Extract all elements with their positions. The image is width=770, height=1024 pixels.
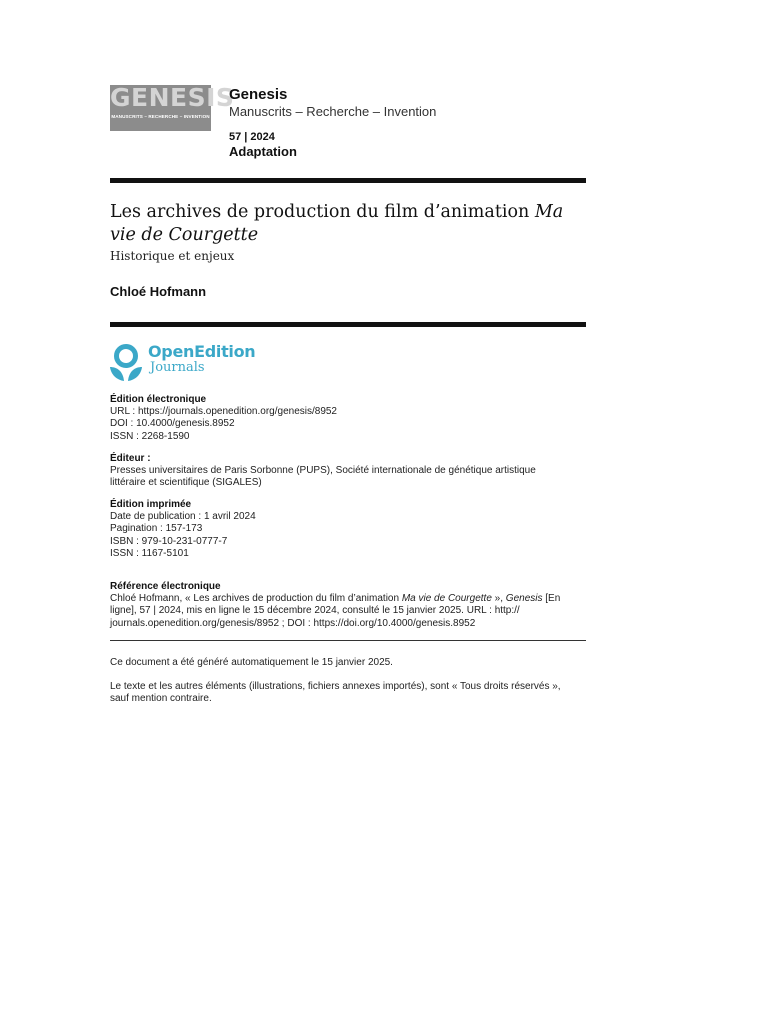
electronic-edition-url[interactable]: URL : https://journals.openedition.org/genesis/8952 [110,406,337,418]
electronic-edition-heading: Édition électronique [110,394,207,405]
journal-title: Genesis [229,86,288,103]
logo-tagline: MANUSCRITS – RECHERCHE – INVENTION [111,114,210,119]
genesis-logo [110,83,235,131]
reference-text: Chloé Hofmann, « Les archives de production du film d’animation [110,593,402,605]
top-divider [110,178,586,183]
middle-divider [110,322,586,327]
publication-date: Date de publication : 1 avril 2024 [110,511,256,523]
article-title-italic-2: vie de Courgette [110,225,259,245]
rights-line: Le texte et les autres éléments (illustrations, fichiers annexes importés), sont « Tous droits réservés », [110,681,561,692]
publisher-line: Presses universitaires de Paris Sorbonne (PUPS), Société internationale de génétique artistique [110,465,536,477]
reference-text: [En [542,593,561,605]
footer-divider [110,640,586,641]
reference-film-title: Ma vie de Courgette [401,593,492,605]
electronic-edition-issn: ISSN : 2268-1590 [110,430,190,442]
publisher-line: littéraire et scientifique (SIGALES) [110,477,262,489]
rights-line: sauf mention contraire. [110,693,212,704]
journal-subtitle: Manuscrits – Recherche – Invention [229,104,437,119]
logo-wordmark: GENESIS [110,83,235,112]
reference-line: ligne], 57 | 2024, mis en ligne le 15 décembre 2024, consulté le 15 janvier 2025. URL : http:// [110,605,520,617]
reference-line-links[interactable]: journals.openedition.org/genesis/8952 ; DOI : https://doi.org/10.4000/genesis.8952 [110,617,476,629]
reference-text: », [491,593,506,605]
print-issn: ISSN : 1167-5101 [110,547,189,559]
isbn: ISBN : 979-10-231-0777-7 [110,535,228,547]
openedition-wordmark: OpenEdition [148,342,256,361]
electronic-reference-section [110,581,590,630]
electronic-edition-section [110,394,590,443]
electronic-reference-heading: Référence électronique [110,581,221,592]
dossier-title: Adaptation [229,144,297,159]
print-edition-section [110,499,590,560]
article-title [110,201,590,247]
article-title-italic-1: Ma [534,202,564,222]
generated-note: Ce document a été généré automatiquement le 15 janvier 2025. [110,657,393,668]
article-title-main: Les archives de production du film d’animation [110,202,535,222]
reference-line [110,593,590,605]
article-subtitle: Historique et enjeux [110,249,235,263]
publisher-heading: Éditeur : [110,453,151,464]
author-name: Chloé Hofmann [110,284,207,299]
rights-note [110,681,590,705]
electronic-edition-doi[interactable]: DOI : 10.4000/genesis.8952 [110,418,235,430]
print-edition-heading: Édition imprimée [110,499,192,510]
issue-number: 57 | 2024 [229,131,275,143]
reference-journal-title: Genesis [505,593,543,605]
journals-wordmark: Journals [150,360,205,375]
pagination: Pagination : 157-173 [110,523,203,535]
publisher-section [110,453,590,490]
